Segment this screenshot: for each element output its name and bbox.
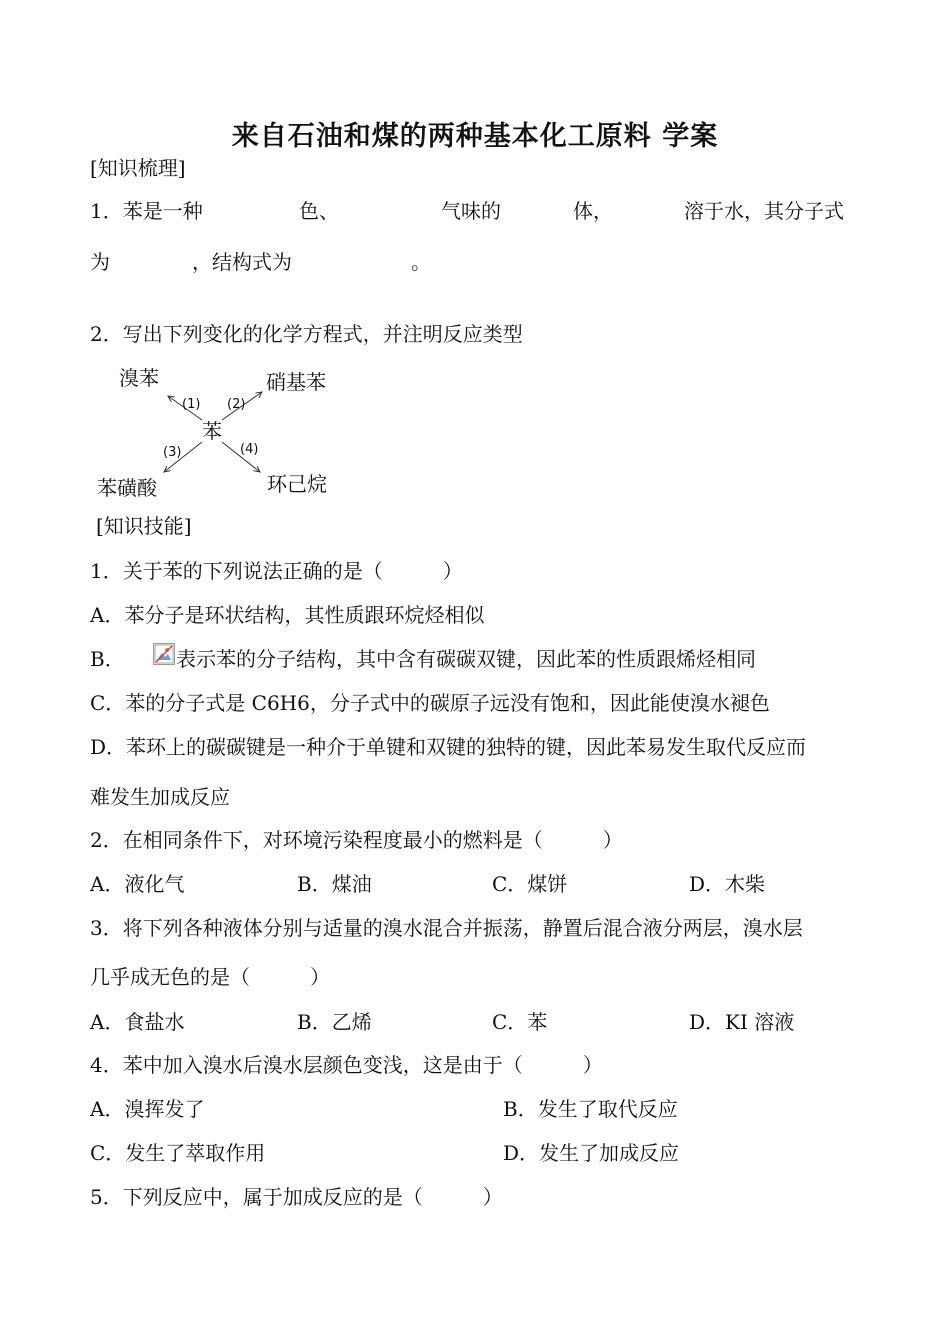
question-4-option-b: B．发生了取代反应 bbox=[503, 1097, 678, 1121]
question-4-stem: 4．苯中加入溴水后溴水层颜色变浅，这是由于（ ） bbox=[90, 1053, 603, 1077]
question-3-option-b: B．乙烯 bbox=[297, 1010, 372, 1034]
section-heading-knowledge-skills: [知识技能] bbox=[96, 514, 192, 538]
question-4-option-d: D．发生了加成反应 bbox=[503, 1141, 680, 1165]
q1-line1-part5: 溶于水，其分子式 bbox=[684, 199, 844, 223]
benzene-structure-image-icon bbox=[153, 643, 175, 665]
question-3-line1: 3．将下列各种液体分别与适量的溴水混合并振荡，静置后混合液分两层，溴水层 bbox=[90, 916, 803, 940]
diagram-center-benzene: 苯 bbox=[202, 419, 222, 443]
q1-line2-part2: ，结构式为 bbox=[192, 250, 292, 274]
question-3-option-c: C．苯 bbox=[492, 1010, 548, 1034]
q1-line1-part4: 体， bbox=[573, 199, 613, 223]
page-title: 来自石油和煤的两种基本化工原料 学案 bbox=[231, 121, 719, 152]
diagram-product-bromobenzene: 溴苯 bbox=[119, 366, 159, 390]
diagram-product-nitrobenzene: 硝基苯 bbox=[266, 370, 326, 394]
question-1-option-d-line2: 难发生加成反应 bbox=[90, 785, 230, 809]
diagram-step-3: (3) bbox=[163, 445, 182, 460]
q1-line1-part3: 气味的 bbox=[441, 199, 501, 223]
q1-line1-part1: 1．苯是一种 bbox=[90, 199, 203, 223]
question-3-line2: 几乎成无色的是（ ） bbox=[90, 965, 330, 989]
q2-text: 2．写出下列变化的化学方程式，并注明反应类型 bbox=[90, 322, 523, 346]
question-2-option-d: D．木柴 bbox=[689, 872, 766, 896]
question-5-stem: 5．下列反应中，属于加成反应的是（ ） bbox=[90, 1185, 503, 1209]
question-1-option-a: A．苯分子是环状结构，其性质跟环烷烃相似 bbox=[90, 603, 485, 627]
section-heading-knowledge-review: [知识梳理] bbox=[90, 156, 186, 180]
q1-line1-part2: 色、 bbox=[299, 199, 339, 223]
diagram-step-4: (4) bbox=[240, 442, 259, 457]
diagram-step-1: (1) bbox=[182, 397, 201, 412]
question-1-option-b-text: 表示苯的分子结构，其中含有碳碳双键，因此苯的性质跟烯烃相同 bbox=[176, 647, 756, 671]
diagram-product-cyclohexane: 环己烷 bbox=[267, 472, 327, 496]
question-2-stem: 2．在相同条件下，对环境污染程度最小的燃料是（ ） bbox=[90, 828, 623, 852]
question-1-stem: 1．关于苯的下列说法正确的是（ ） bbox=[90, 559, 463, 583]
diagram-product-benzenesulfonic-acid: 苯磺酸 bbox=[97, 476, 157, 500]
question-1-option-c: C．苯的分子式是 C6H6，分子式中的碳原子远没有饱和，因此能使溴水褪色 bbox=[90, 691, 770, 715]
question-3-option-d: D．KI 溶液 bbox=[689, 1010, 795, 1034]
q1-line2-part1: 为 bbox=[90, 250, 110, 274]
question-2-option-a: A．液化气 bbox=[90, 872, 185, 896]
question-4-option-c: C．发生了萃取作用 bbox=[90, 1141, 266, 1165]
question-1-option-d-line1: D．苯环上的碳碳键是一种介于单键和双键的独特的键，因此苯易发生取代反应而 bbox=[90, 735, 807, 759]
diagram-step-2: (2) bbox=[227, 397, 246, 412]
question-2-option-b: B．煤油 bbox=[297, 872, 372, 896]
question-1-option-b-label: B． bbox=[90, 647, 125, 671]
question-2-option-c: C．煤饼 bbox=[492, 872, 568, 896]
question-4-option-a: A．溴挥发了 bbox=[90, 1097, 205, 1121]
benzene-reaction-diagram bbox=[90, 358, 350, 508]
question-3-option-a: A．食盐水 bbox=[90, 1010, 185, 1034]
q1-line2-part3: 。 bbox=[411, 250, 431, 274]
